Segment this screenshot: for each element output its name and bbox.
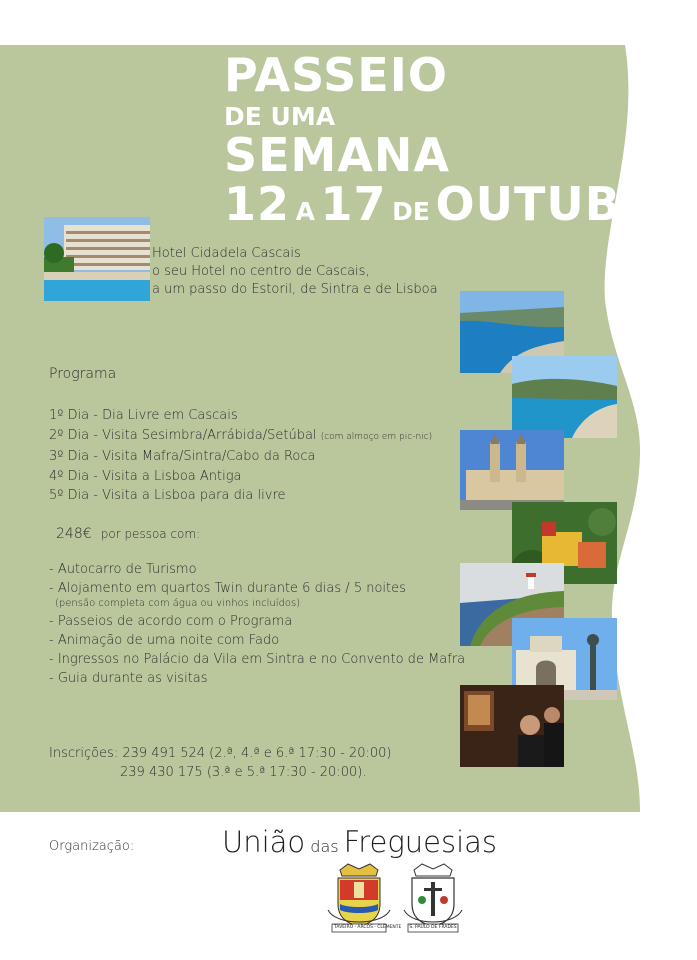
crest-2-caption: S. PAULO DE FRADES: [409, 925, 457, 930]
program-day-1: 1º Dia - Dia Livre em Cascais: [49, 408, 238, 423]
include-item: - Autocarro de Turismo: [49, 562, 197, 577]
title-line-2: DE UMA: [224, 102, 336, 131]
price-amount: 248€: [56, 526, 92, 542]
org-word-freguesias: Freguesias: [343, 825, 498, 859]
price: [56, 523, 200, 542]
hotel-info: [152, 245, 438, 299]
date-start: 12: [224, 177, 291, 231]
include-item: - Animação de uma noite com Fado: [49, 633, 280, 648]
program-day-5: 5º Dia - Visita a Lisboa para dia livre: [49, 488, 286, 503]
hotel-name: Hotel Cidadela Cascais: [152, 246, 301, 261]
org-word-uniao: União: [222, 825, 306, 859]
hotel-location: a um passo do Estoril, de Sintra e de Lisboa: [152, 282, 438, 297]
org-word-das: das: [310, 837, 339, 856]
include-item: - Passeios de acordo com o Programa: [49, 614, 293, 629]
include-item: - Ingressos no Palácio da Vila em Sintra e no Convento de Mafra: [49, 652, 466, 667]
photo-mafra: [460, 430, 564, 510]
date-a: A: [295, 197, 315, 226]
program-days: [49, 406, 432, 506]
organization-label: Organização:: [49, 839, 135, 854]
include-item: - Alojamento em quartos Twin durante 6 dias / 5 noites: [49, 581, 406, 596]
hotel-photo: [44, 217, 150, 301]
program-day-4: 4º Dia - Visita a Lisboa Antiga: [49, 468, 242, 484]
program-day-3: 3º Dia - Visita Mafra/Sintra/Cabo da Roca: [49, 449, 316, 464]
title-line-1: PASSEIO: [224, 48, 448, 102]
title-line-3: SEMANA: [224, 128, 451, 182]
title-date: [224, 177, 697, 231]
date-month: OUTUBRO: [435, 177, 697, 231]
include-item: - Guia durante as visitas: [49, 671, 208, 686]
date-end: 17: [320, 177, 387, 231]
photo-arrabida: [512, 356, 617, 438]
crest-1-caption: TAVEIRO · ARCOS · CLEMENTE: [334, 925, 402, 930]
include-item-note: (pensão completa com água ou vinhos incluídos): [55, 598, 301, 609]
photo-fado: [460, 685, 564, 767]
program-heading: Programa: [49, 366, 117, 382]
registration-phone-2: 239 430 175 (3.ª e 5.ª 17:30 - 20:00).: [120, 765, 367, 780]
registration: [49, 744, 391, 782]
date-de: DE: [392, 197, 430, 226]
registration-label: Inscrições:: [49, 746, 119, 761]
crest-sao-paulo-icon: [402, 864, 464, 936]
price-label: por pessoa com:: [100, 527, 201, 541]
registration-phone-1: 239 491 524 (2.ª, 4.ª e 6.ª 17:30 - 20:00): [122, 746, 392, 761]
includes-list: [49, 560, 465, 688]
program-day-2-note: (com almoço em pic-nic): [320, 431, 433, 442]
crest-taveiro-icon: [326, 864, 402, 936]
organization-name: [222, 825, 497, 859]
hotel-tagline: o seu Hotel no centro de Cascais,: [152, 264, 370, 279]
program-day-2: 2º Dia - Visita Sesimbra/Arrábida/Setúbal (com almoço em pic-nic): [49, 427, 433, 443]
